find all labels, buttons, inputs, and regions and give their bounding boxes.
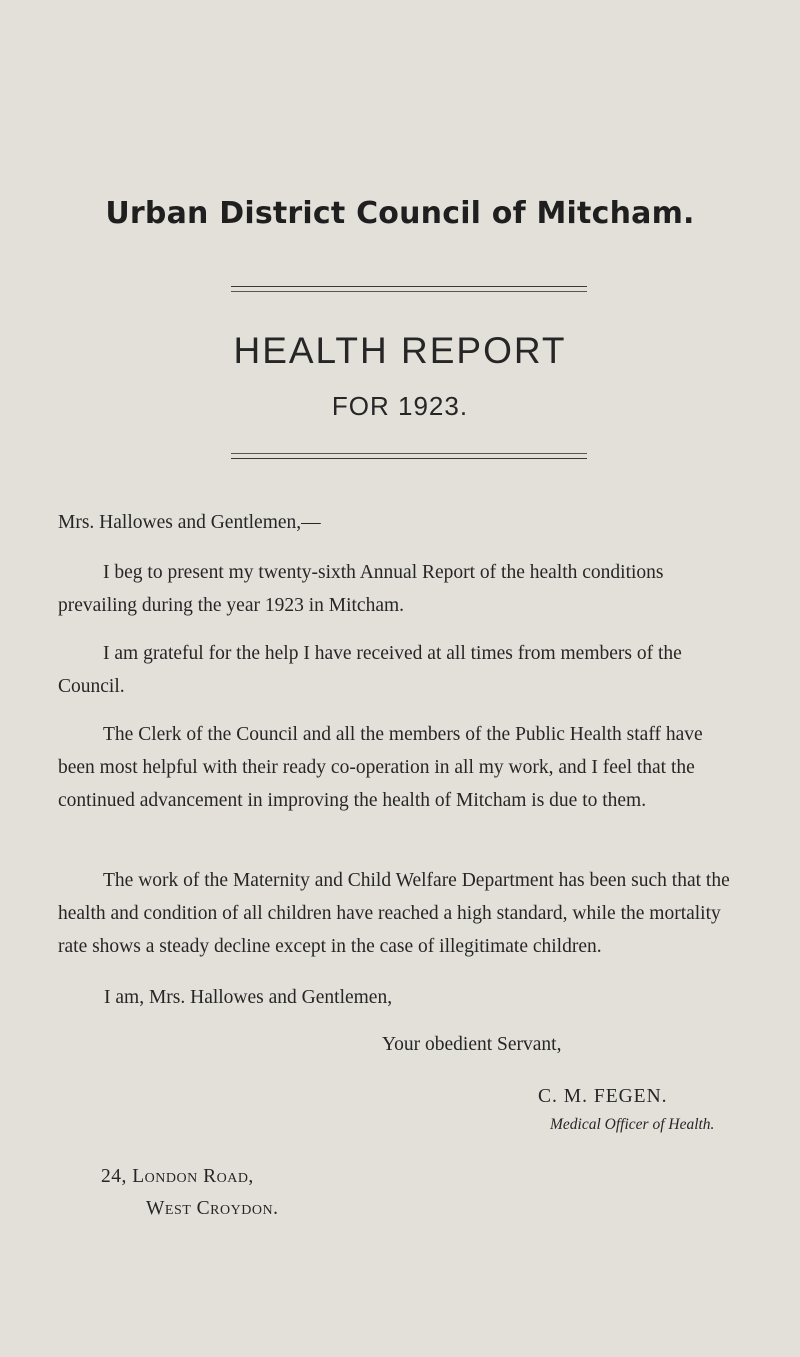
bottom-divider — [231, 458, 587, 459]
closing-line: I am, Mrs. Hallowes and Gentlemen, — [104, 987, 393, 1008]
top-divider-thin — [231, 291, 587, 292]
paragraph-staff: The Clerk of the Council and all the members of the Public Health staff have been most helpful with their ready co-operation in all my work, and I feel that the continued advancement in improving the health of Mitcham is due to them. — [58, 724, 703, 811]
signature-title: Medical Officer of Health. — [550, 1116, 715, 1133]
address-line-1: 24, London Road, — [101, 1166, 254, 1187]
paragraph-report-intro: I beg to present my twenty-sixth Annual Report of the health conditions prevailing during the year 1923 in Mitcham. — [58, 562, 664, 616]
council-title: Urban District Council of Mitcham. — [105, 196, 695, 231]
report-year: FOR 1923. — [331, 391, 469, 421]
salutation: Mrs. Hallowes and Gentlemen,— — [58, 512, 321, 533]
report-title: HEALTH REPORT — [233, 330, 567, 371]
bottom-divider-thin — [231, 453, 587, 454]
address-line-2: West Croydon. — [146, 1198, 279, 1219]
signature-name: C. M. FEGEN. — [538, 1086, 668, 1107]
servant-line: Your obedient Servant, — [382, 1034, 562, 1055]
top-divider — [231, 286, 587, 287]
paragraph-maternity: The work of the Maternity and Child Welfare Department has been such that the health and condition of all children have reached a high standard, while the mortality rate shows a steady decline except in the case of illegitimate children. — [58, 870, 730, 957]
paragraph-gratitude: I am grateful for the help I have received at all times from members of the Council. — [58, 643, 682, 697]
